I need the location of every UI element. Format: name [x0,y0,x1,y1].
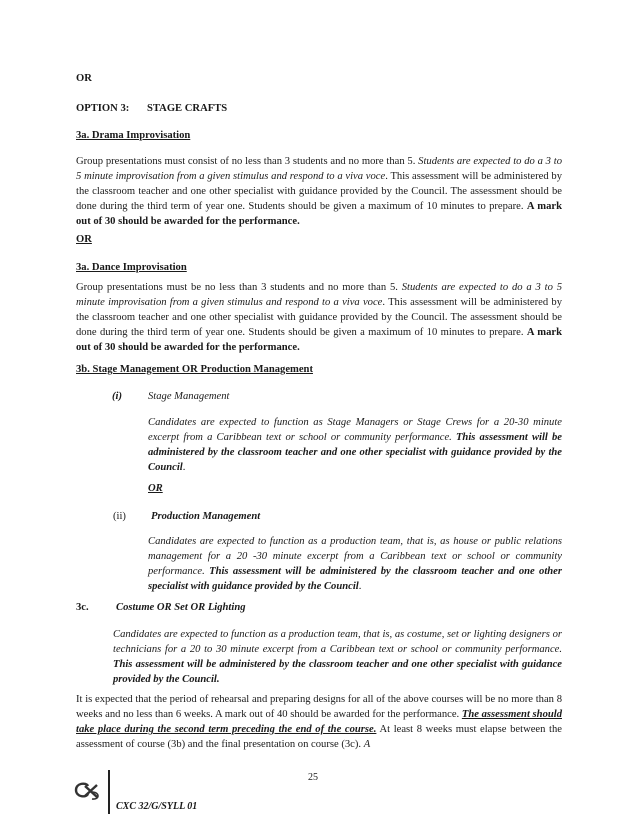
item-ii-number: (ii) [113,511,126,522]
item-i-number: (i) [112,391,122,402]
stage-production-heading: 3b. Stage Management OR Production Management [76,364,313,375]
dance-paragraph: Group presentations must be no less than 3 students and no more than 5. Students are expected to do a 3 to 5 minute improvisation from a given stimulus and respond to a viva voce. This assessment will be administered by the classroom teacher and one other specialist with guidance provided by the Council. The assessment should be done during the third term of year one. Students should be given a maximum of 10 minutes to prepare. A mark out of 30 should be awarded for the performance. [76,282,562,353]
drama-improvisation-heading: 3a. Drama Improvisation [76,130,191,141]
option-label: OPTION 3: [76,103,130,114]
costume-set-lighting-title: Costume OR Set OR Lighting [116,602,246,613]
footer-vertical-rule [108,770,110,814]
stage-management-text: Candidates are expected to function as Stage Managers or Stage Crews for a 20-30 minute excerpt from a Caribbean text or school or community performance. This assessment will be administered by the classroom teacher and one other specialist with guidance provided by the Council. [148,417,562,473]
or-heading-top: OR [76,73,92,84]
cxc-logo [72,778,102,802]
final-paragraph: It is expected that the period of rehearsal and preparing designs for all of the above courses will be no more than 8 weeks and no less than 6 weeks. A mark out of 40 should be awarded for the performance. The assessment should take place during the second term preceding the end of the course. At least 8 weeks must elapse between the assessment of course (3b) and the final presentation on course (3c). A [76,694,563,750]
or-heading-inner: OR [148,483,163,494]
footer-code: CXC 32/G/SYLL 01 [116,801,198,812]
option-title: STAGE CRAFTS [147,103,228,114]
page-number: 25 [308,772,318,783]
production-management-title: Production Management [151,511,261,522]
production-management-text: Candidates are expected to function as a production team, that is, as house or public relations management for a 20 -30 minute excerpt from a Caribbean text or school or community performance. This assessment will be administered by the classroom teacher and one other specialist with guidance provided by the Council. [148,536,562,592]
dance-improvisation-heading: 3a. Dance Improvisation [76,262,187,273]
section-3c-number: 3c. [76,602,89,613]
drama-paragraph: Group presentations must consist of no less than 3 students and no more than 5. Students are expected to do a 3 to 5 minute improvisation from a given stimulus and respond to a viva voce. This assessment will be administered by the classroom teacher and one other specialist with guidance provided by the Council. The assessment should be done during the third term of year one. Students should be given a maximum of 10 minutes to prepare. A mark out of 30 should be awarded for the performance. [76,156,562,227]
costume-set-lighting-text: Candidates are expected to function as a production team, that is, as costume, set or lighting designers or technicians for a 20 to 30 minute excerpt from a Caribbean text or school or community performance. This assessment will be administered by the classroom teacher and one other specialist with guidance provided by the Council. [113,629,562,685]
or-heading-mid: OR [76,234,92,245]
stage-management-title: Stage Management [148,391,230,402]
